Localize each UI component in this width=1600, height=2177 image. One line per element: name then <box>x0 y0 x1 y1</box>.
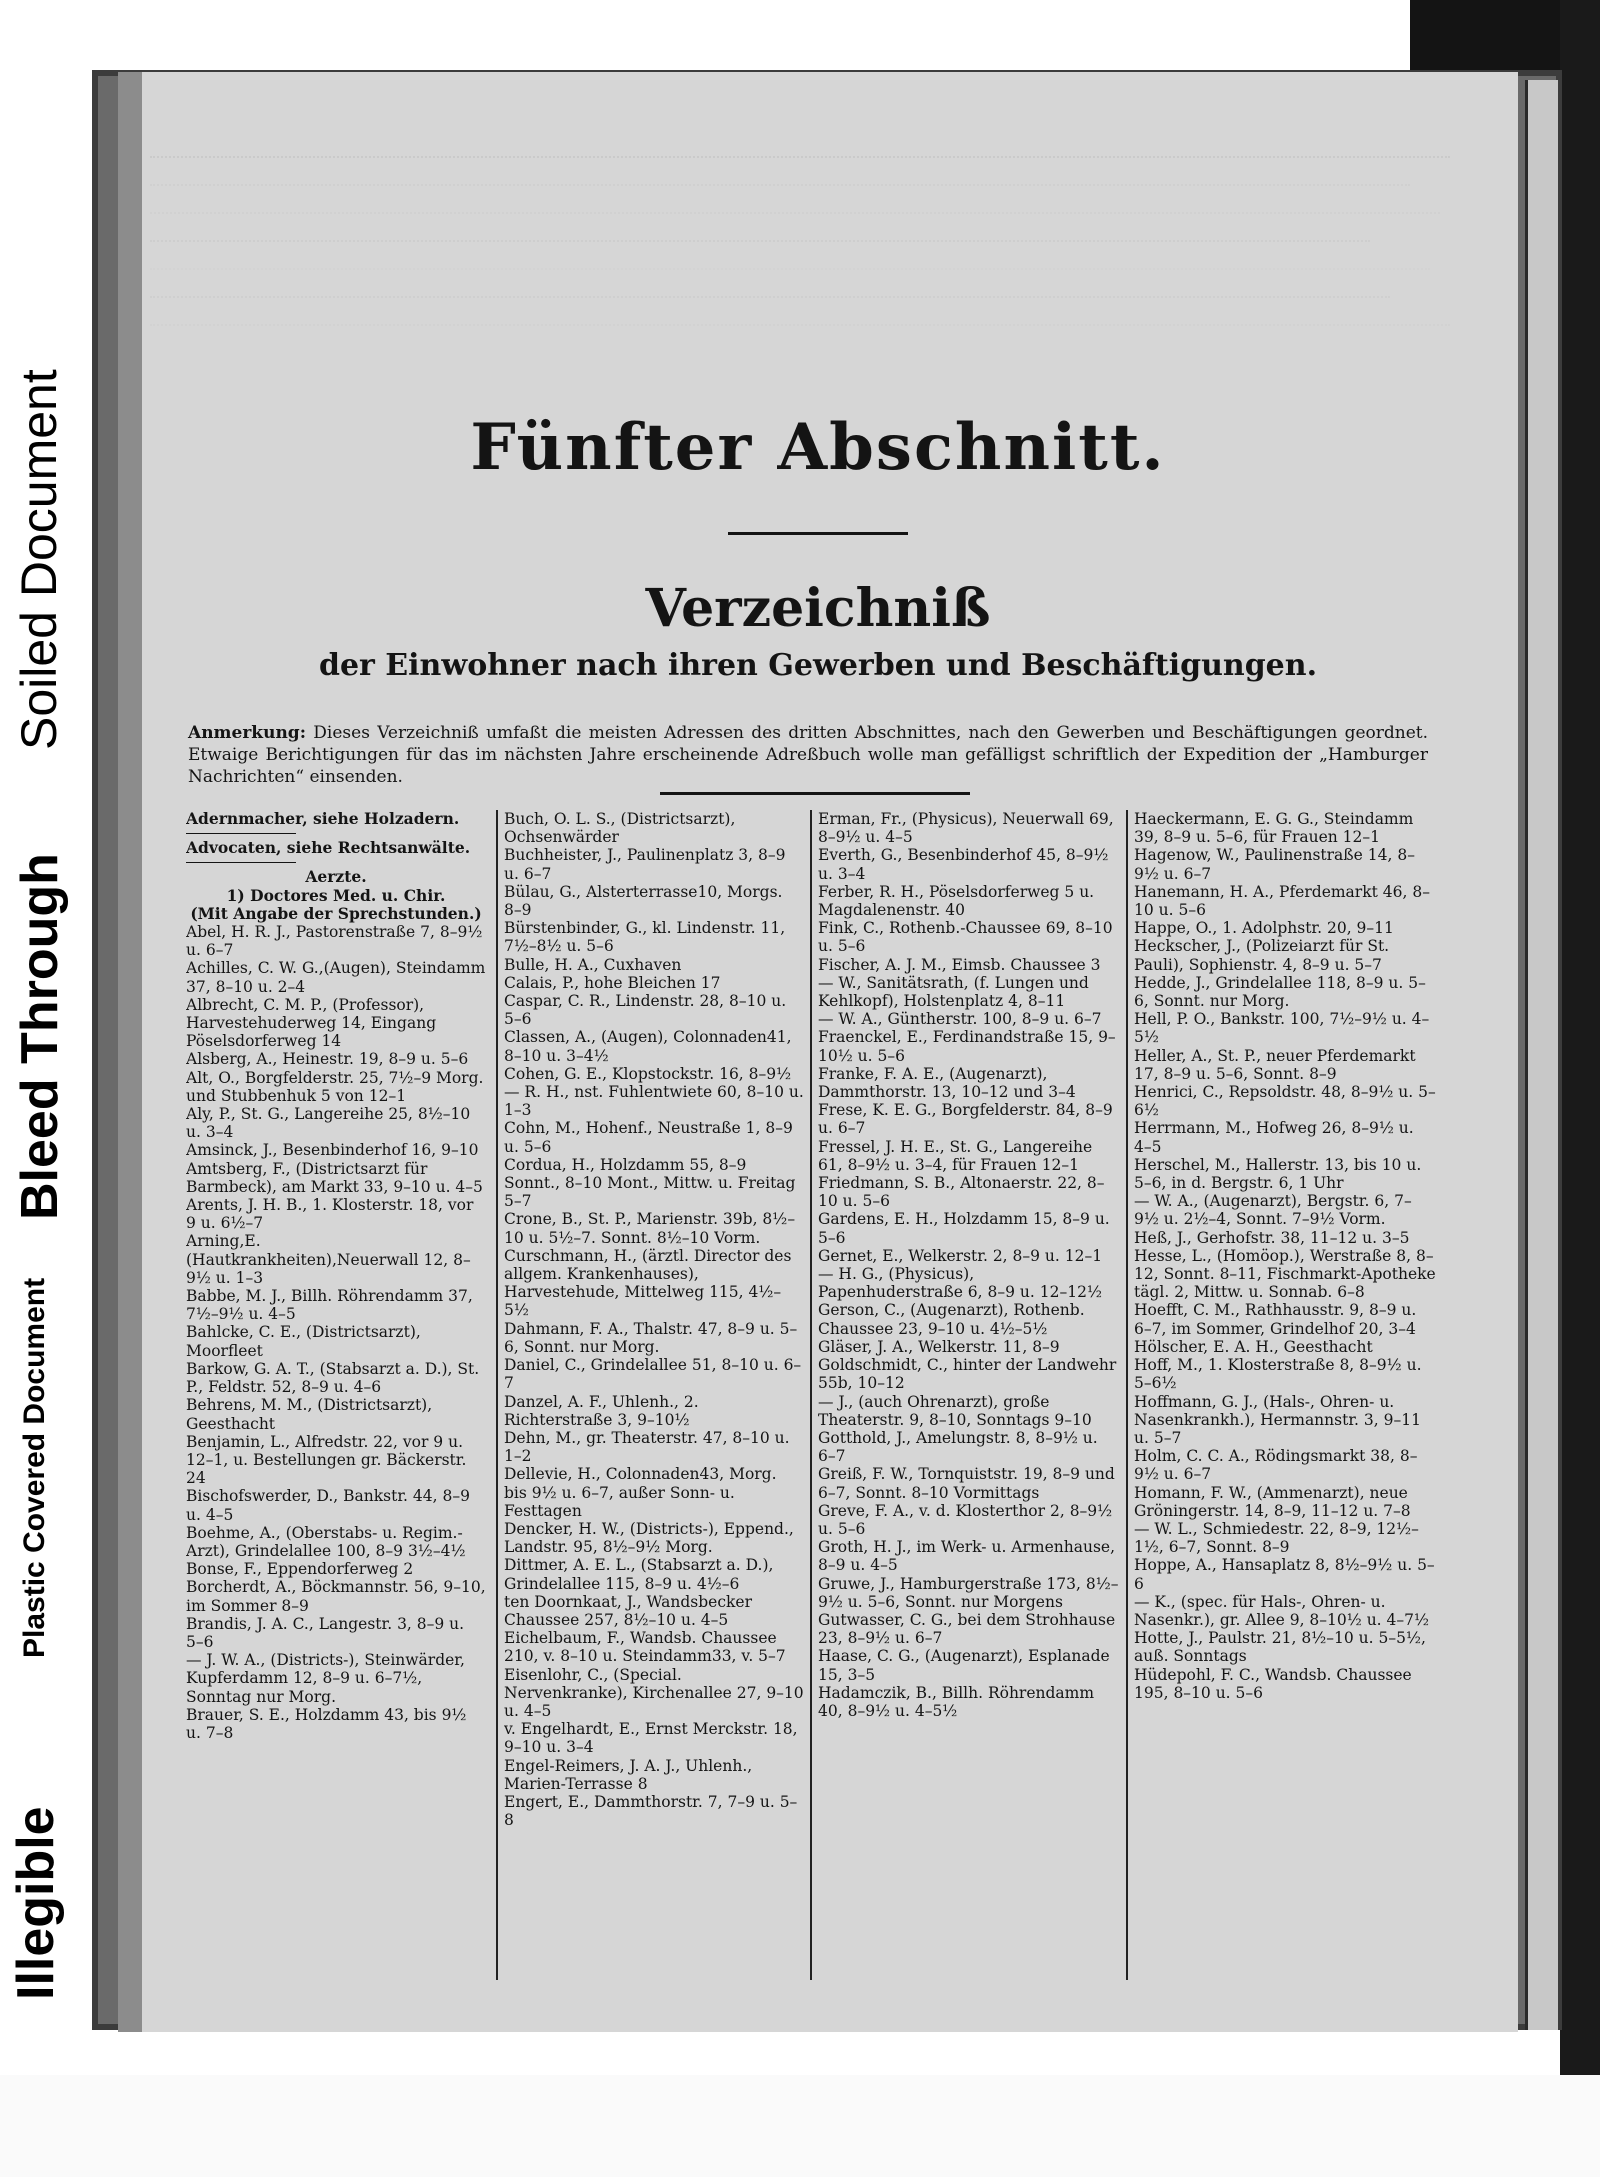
note-rule <box>660 792 970 795</box>
directory-entry: Bülau, G., Alsterterrasse10, Morgs. 8–9 <box>504 882 783 920</box>
directory-entry: Happe, O., 1. Adolphstr. 20, 9–11 <box>1134 919 1394 938</box>
directory-entry: Arning,E.(Hautkrankheiten),Neuerwall 12, 8–9½ u. 1–3 <box>186 1232 471 1287</box>
column-4 <box>1134 810 1436 1990</box>
label-soiled-document: Soiled Document <box>11 369 67 750</box>
directory-entry: Haase, C. G., (Augenarzt), Esplanade 15, 3–5 <box>818 1647 1110 1684</box>
directory-entry: Gerson, C., (Augenarzt), Rothenb. Chaussee 23, 9–10 u. 4½–5½ <box>818 1301 1085 1338</box>
directory-entry: Heß, J., Gerhofstr. 38, 11–12 u. 3–5 <box>1134 1228 1410 1247</box>
directory-entry: Alt, O., Borgfelderstr. 25, 7½–9 Morg. und Stubbenhuk 5 von 12–1 <box>186 1068 484 1105</box>
directory-entry: Henrici, C., Repsoldstr. 48, 8–9½ u. 5–6½ <box>1134 1083 1436 1120</box>
directory-entry: Brauer, S. E., Holzdamm 43, bis 9½ u. 7–8 <box>186 1705 467 1742</box>
section-title: Fünfter Abschnitt. <box>470 410 1166 485</box>
directory-entry: — W., Sanitätsrath, (f. Lungen und Kehlkopf), Holstenplatz 4, 8–11 <box>818 973 1089 1011</box>
directory-entry: Herschel, M., Hallerstr. 13, bis 10 u. 5–6, in d. Bergstr. 6, 1 Uhr <box>1134 1155 1422 1193</box>
directory-entry: Curschmann, H., (ärztl. Director des allgem. Krankenhauses), Harvestehude, Mittelweg 115, 4½–5½ <box>504 1246 792 1320</box>
remark-paragraph <box>188 722 1428 788</box>
label-plastic-covered: Plastic Covered Document <box>18 1277 51 1658</box>
directory-entry: Fischer, A. J. M., Eimsb. Chaussee 3 <box>818 955 1101 974</box>
directory-entry: Homann, F. W., (Ammenarzt), neue Gröningerstr. 14, 8–9, 11–12 u. 7–8 <box>1134 1483 1411 1520</box>
directory-entry: Gutwasser, C. G., bei dem Strohhause 23, 8–9½ u. 6–7 <box>818 1610 1116 1648</box>
directory-entry: Brandis, J. A. C., Langestr. 3, 8–9 u. 5–6 <box>186 1614 465 1651</box>
directory-entry: Herrmann, M., Hofweg 26, 8–9½ u. 4–5 <box>1134 1119 1414 1156</box>
directory-entry: Albrecht, C. M. P., (Professor), Harvestehuderweg 14, Eingang Pöselsdorferweg 14 <box>186 995 437 1051</box>
title-rule <box>728 532 908 535</box>
directory-entry: 1) Doctores Med. u. Chir. <box>226 885 446 905</box>
directory-entry: Bulle, H. A., Cuxhaven <box>504 955 682 974</box>
directory-entry: Hoefft, C. M., Rathhausstr. 9, 8–9 u. 6–7, im Sommer, Grindelhof 20, 3–4 <box>1134 1301 1417 1338</box>
column-divider <box>496 810 498 1980</box>
directory-entry: Classen, A., (Augen), Colonnaden41, 8–10 u. 3–4½ <box>504 1028 792 1065</box>
page-gutter-shadow <box>118 72 142 2032</box>
directory-entry: Arents, J. H. B., 1. Klosterstr. 18, vor 9 u. 6½–7 <box>186 1196 474 1233</box>
bottom-margin <box>0 2075 1600 2177</box>
remark-label: Anmerkung: <box>188 723 306 743</box>
directory-entry: Heller, A., St. P., neuer Pferdemarkt 17, 8–9 u. 5–6, Sonnt. 8–9 <box>1134 1046 1416 1083</box>
directory-entry: Heckscher, J., (Polizeiarzt für St. Pauli), Sophienstr. 4, 8–9 u. 5–7 <box>1134 937 1390 974</box>
directory-entry: Aerzte. <box>305 867 367 887</box>
directory-entry: Cordua, H., Holzdamm 55, 8–9 Sonnt., 8–10 Mont., Mittw. u. Freitag 5–7 <box>504 1155 796 1211</box>
directory-entry: Gardens, E. H., Holzdamm 15, 8–9 u. 5–6 <box>818 1210 1110 1247</box>
directory-entry: Alsberg, A., Heinestr. 19, 8–9 u. 5–6 <box>186 1050 469 1069</box>
label-bleed-through: Bleed Through <box>11 853 69 1220</box>
stamp-labels <box>0 100 80 2000</box>
directory-entry: Goldschmidt, C., hinter der Landwehr 55b, 10–12 <box>818 1356 1117 1393</box>
directory-entry: v. Engelhardt, E., Ernst Merckstr. 18, 9–10 u. 3–4 <box>504 1720 798 1757</box>
entry-separator <box>186 833 296 834</box>
directory-entry: Bürstenbinder, G., kl. Lindenstr. 11, 7½–8½ u. 5–6 <box>504 919 786 956</box>
directory-entry: Everth, G., Besenbinderhof 45, 8–9½ u. 3–4 <box>818 846 1109 883</box>
directory-entry: Hölscher, E. A. H., Geesthacht <box>1134 1337 1373 1356</box>
directory-entry: Hell, P. O., Bankstr. 100, 7½–9½ u. 4–5½ <box>1134 1010 1430 1047</box>
directory-entry: ten Doornkaat, J., Wandsbecker Chaussee 257, 8½–10 u. 4–5 <box>504 1592 752 1629</box>
directory-entry: Hüdepohl, F. C., Wandsb. Chaussee 195, 8–10 u. 5–6 <box>1134 1665 1412 1702</box>
directory-entry: Hoffmann, G. J., (Hals-, Ohren- u. Nasenkrankh.), Hermannstr. 3, 9–11 u. 5–7 <box>1134 1392 1421 1447</box>
directory-entry: Behrens, M. M., (Districtsarzt), Geesthacht <box>186 1396 433 1433</box>
remark-text: Dieses Verzeichniß umfaßt die meisten Adressen des dritten Abschnittes, nach den Gewerben und Beschäftigungen geordnet. Etwaige Berichtigungen für das im nächsten Jahre erscheinende Adreßbuch wolle man gefälligst schriftlich der Expedition der „Hamburger Nachrichten“ einsenden. <box>188 723 1429 787</box>
directory-entry: Benjamin, L., Alfredstr. 22, vor 9 u. 12–1, u. Bestellungen gr. Bäckerstr. 24 <box>186 1432 467 1488</box>
directory-entry: Eichelbaum, F., Wandsb. Chaussee 210, v. 8–10 u. Steindamm33, v. 5–7 <box>504 1629 786 1666</box>
directory-entry: Daniel, C., Grindelallee 51, 8–10 u. 6–7 <box>504 1356 802 1393</box>
column-2 <box>504 810 804 1990</box>
directory-entry: Cohn, M., Hohenf., Neustraße 1, 8–9 u. 5–6 <box>504 1119 793 1156</box>
directory-entry: Amsinck, J., Besenbinderhof 16, 9–10 <box>186 1141 479 1160</box>
directory-entry: Danzel, A. F., Uhlenh., 2. Richterstraße 3, 9–10½ <box>504 1392 699 1429</box>
directory-entry: Bonse, F., Eppendorferweg 2 <box>186 1560 414 1579</box>
directory-entry: Fressel, J. H. E., St. G., Langereihe 61, 8–9½ u. 3–4, für Frauen 12–1 <box>818 1137 1093 1174</box>
directory-entry: Hesse, L., (Homöop.), Werstraße 8, 8–12, Sonnt. 8–11, Fischmarkt-Apotheke tägl. 2, Mittw. u. Sonnab. 6–8 <box>1134 1246 1436 1302</box>
directory-entry: Holm, C. C. A., Rödingsmarkt 38, 8–9½ u. 6–7 <box>1134 1447 1418 1484</box>
label-illegible: Illegible <box>7 1806 65 2000</box>
directory-entry: Friedmann, S. B., Altonaerstr. 22, 8–10 u. 5–6 <box>818 1174 1105 1211</box>
directory-entry: Gotthold, J., Amelungstr. 8, 8–9½ u. 6–7 <box>818 1428 1098 1466</box>
directory-entry: — W. A., (Augenarzt), Bergstr. 6, 7–9½ u. 2½–4, Sonnt. 7–9½ Vorm. <box>1134 1192 1412 1229</box>
directory-entry: Adernmacher, siehe Holzadern. <box>186 810 460 828</box>
register-subheading: der Einwohner nach ihren Gewerben und Beschäftigungen. <box>318 648 1318 683</box>
directory-entry: Ferber, R. H., Pöselsdorferweg 5 u. Magdalenenstr. 40 <box>818 882 1095 920</box>
directory-entry: Fink, C., Rothenb.-Chaussee 69, 8–10 u. 5–6 <box>818 919 1113 956</box>
directory-columns <box>186 810 1436 1990</box>
directory-entry: Babbe, M. J., Billh. Röhrendamm 37, 7½–9½ u. 4–5 <box>186 1287 473 1324</box>
directory-entry: Frese, K. E. G., Borgfelderstr. 84, 8–9 u. 6–7 <box>818 1101 1113 1138</box>
register-heading: Verzeichniß <box>645 578 991 639</box>
binding-edge <box>1560 0 1600 2177</box>
directory-entry: Abel, H. R. J., Pastorenstraße 7, 8–9½ u. 6–7 <box>186 923 483 960</box>
directory-entry: Hanemann, H. A., Pferdemarkt 46, 8–10 u. 5–6 <box>1134 882 1430 920</box>
directory-entry: (Mit Angabe der Sprechstunden.) <box>190 903 482 923</box>
column-1 <box>186 810 486 1990</box>
directory-entry: Advocaten, siehe Rechtsanwälte. <box>186 838 471 858</box>
directory-entry: Groth, H. J., im Werk- u. Armenhause, 8–9 u. 4–5 <box>818 1538 1116 1575</box>
directory-entry: Engert, E., Dammthorstr. 7, 7–9 u. 5–8 <box>504 1792 798 1830</box>
directory-entry: Gruwe, J., Hamburgerstraße 173, 8½–9½ u. 5–6, Sonnt. nur Morgens <box>818 1574 1119 1611</box>
directory-entry: Eisenlohr, C., (Special. Nervenkranke), Kirchenallee 27, 9–10 u. 4–5 <box>504 1665 804 1720</box>
directory-entry: Dencker, H. W., (Districts-), Eppend., Landstr. 95, 8½–9½ Morg. <box>504 1519 794 1557</box>
directory-entry: — J. W. A., (Districts-), Steinwärder, Kupferdamm 12, 8–9 u. 6–7½, Sonntag nur Morg. <box>186 1651 465 1706</box>
directory-entry: Cohen, G. E., Klopstockstr. 16, 8–9½ <box>504 1064 792 1083</box>
directory-entry: Haeckermann, E. G. G., Steindamm 39, 8–9 u. 5–6, für Frauen 12–1 <box>1134 810 1414 847</box>
directory-entry: Hedde, J., Grindelallee 118, 8–9 u. 5–6, Sonnt. nur Morg. <box>1134 973 1426 1011</box>
entry-separator <box>186 862 296 863</box>
directory-entry: Calais, P., hohe Bleichen 17 <box>504 973 721 992</box>
directory-entry: Fraenckel, E., Ferdinandstraße 15, 9–10½ u. 5–6 <box>818 1028 1116 1065</box>
directory-entry: — W. L., Schmiedestr. 22, 8–9, 12½–1½, 6–7, Sonnt. 8–9 <box>1134 1519 1419 1557</box>
directory-entry: Dellevie, H., Colonnaden43, Morg. bis 9½ u. 6–7, außer Sonn- u. Festtagen <box>504 1465 777 1520</box>
directory-entry: — K., (spec. für Hals-, Ohren- u. Nasenkr.), gr. Allee 9, 8–10½ u. 4–7½ <box>1134 1592 1430 1629</box>
directory-entry: Hoff, M., 1. Klosterstraße 8, 8–9½ u. 5–6½ <box>1134 1356 1422 1393</box>
directory-entry: Hadamczik, B., Billh. Röhrendamm 40, 8–9½ u. 4–5½ <box>818 1683 1095 1720</box>
directory-entry: Erman, Fr., (Physicus), Neuerwall 69, 8–9½ u. 4–5 <box>818 810 1114 847</box>
directory-entry: Barkow, G. A. T., (Stabsarzt a. D.), St. P., Feldstr. 52, 8–9 u. 4–6 <box>186 1359 480 1397</box>
column-divider <box>810 810 812 1980</box>
directory-entry: Greiß, F. W., Tornquiststr. 19, 8–9 und 6–7, Sonnt. 8–10 Vormittags <box>818 1465 1115 1502</box>
directory-entry: Achilles, C. W. G.,(Augen), Steindamm 37, 8–10 u. 2–4 <box>186 959 486 996</box>
directory-entry: Gläser, J. A., Welkerstr. 11, 8–9 <box>818 1337 1060 1356</box>
directory-entry: Franke, F. A. E., (Augenarzt), Dammthorstr. 13, 10–12 und 3–4 <box>818 1064 1076 1102</box>
directory-entry: Dittmer, A. E. L., (Stabsarzt a. D.), Grindelallee 115, 8–9 u. 4½–6 <box>504 1556 774 1593</box>
directory-entry: Hoppe, A., Hansaplatz 8, 8½–9½ u. 5–6 <box>1134 1556 1435 1593</box>
directory-entry: — J., (auch Ohrenarzt), große Theaterstr. 9, 8–10, Sonntags 9–10 <box>818 1392 1092 1429</box>
directory-entry: — H. G., (Physicus), Papenhuderstraße 6, 8–9 u. 12–12½ <box>818 1265 1102 1302</box>
directory-entry: — W. A., Güntherstr. 100, 8–9 u. 6–7 <box>818 1010 1102 1029</box>
directory-entry: Borcherdt, A., Böckmannstr. 56, 9–10, im Sommer 8–9 <box>186 1578 486 1615</box>
bleed-through-texture <box>150 130 1500 430</box>
facing-page-edge <box>1525 80 1558 2030</box>
directory-entry: Hotte, J., Paulstr. 21, 8½–10 u. 5–5½, auß. Sonntags <box>1134 1629 1426 1666</box>
column-divider <box>1126 810 1128 1980</box>
directory-entry: Greve, F. A., v. d. Klosterthor 2, 8–9½ u. 5–6 <box>818 1501 1113 1538</box>
directory-entry: Engel-Reimers, J. A. J., Uhlenh., Marien-Terrasse 8 <box>504 1756 753 1793</box>
directory-entry: Crone, B., St. P., Marienstr. 39b, 8½–10 u. 5½–7. Sonnt. 8½–10 Vorm. <box>504 1210 796 1247</box>
directory-entry: Amtsberg, F., (Districtsarzt für Barmbeck), am Markt 33, 9–10 u. 4–5 <box>186 1159 483 1196</box>
directory-entry: Dahmann, F. A., Thalstr. 47, 8–9 u. 5–6, Sonnt. nur Morg. <box>504 1319 798 1356</box>
column-3 <box>818 810 1120 1990</box>
directory-entry: Hagenow, W., Paulinenstraße 14, 8–9½ u. 6–7 <box>1134 846 1415 883</box>
directory-entry: Boehme, A., (Oberstabs- u. Regim.-Arzt), Grindelallee 100, 8–9 3½–4½ <box>186 1523 466 1560</box>
directory-entry: Buchheister, J., Paulinenplatz 3, 8–9 u. 6–7 <box>504 846 786 883</box>
directory-entry: Dehn, M., gr. Theaterstr. 47, 8–10 u. 1–2 <box>504 1428 790 1466</box>
directory-entry: Bischofswerder, D., Bankstr. 44, 8–9 u. 4–5 <box>186 1487 470 1524</box>
directory-entry: Caspar, C. R., Lindenstr. 28, 8–10 u. 5–6 <box>504 992 787 1029</box>
directory-entry: Bahlcke, C. E., (Districtsarzt), Moorfleet <box>186 1323 421 1360</box>
directory-entry: Gernet, E., Welkerstr. 2, 8–9 u. 12–1 <box>818 1246 1103 1265</box>
directory-entry: Buch, O. L. S., (Districtsarzt), Ochsenwärder <box>504 810 736 847</box>
directory-entry: Aly, P., St. G., Langereihe 25, 8½–10 u. 3–4 <box>186 1105 471 1142</box>
directory-entry: — R. H., nst. Fuhlentwiete 60, 8–10 u. 1–3 <box>504 1083 804 1120</box>
